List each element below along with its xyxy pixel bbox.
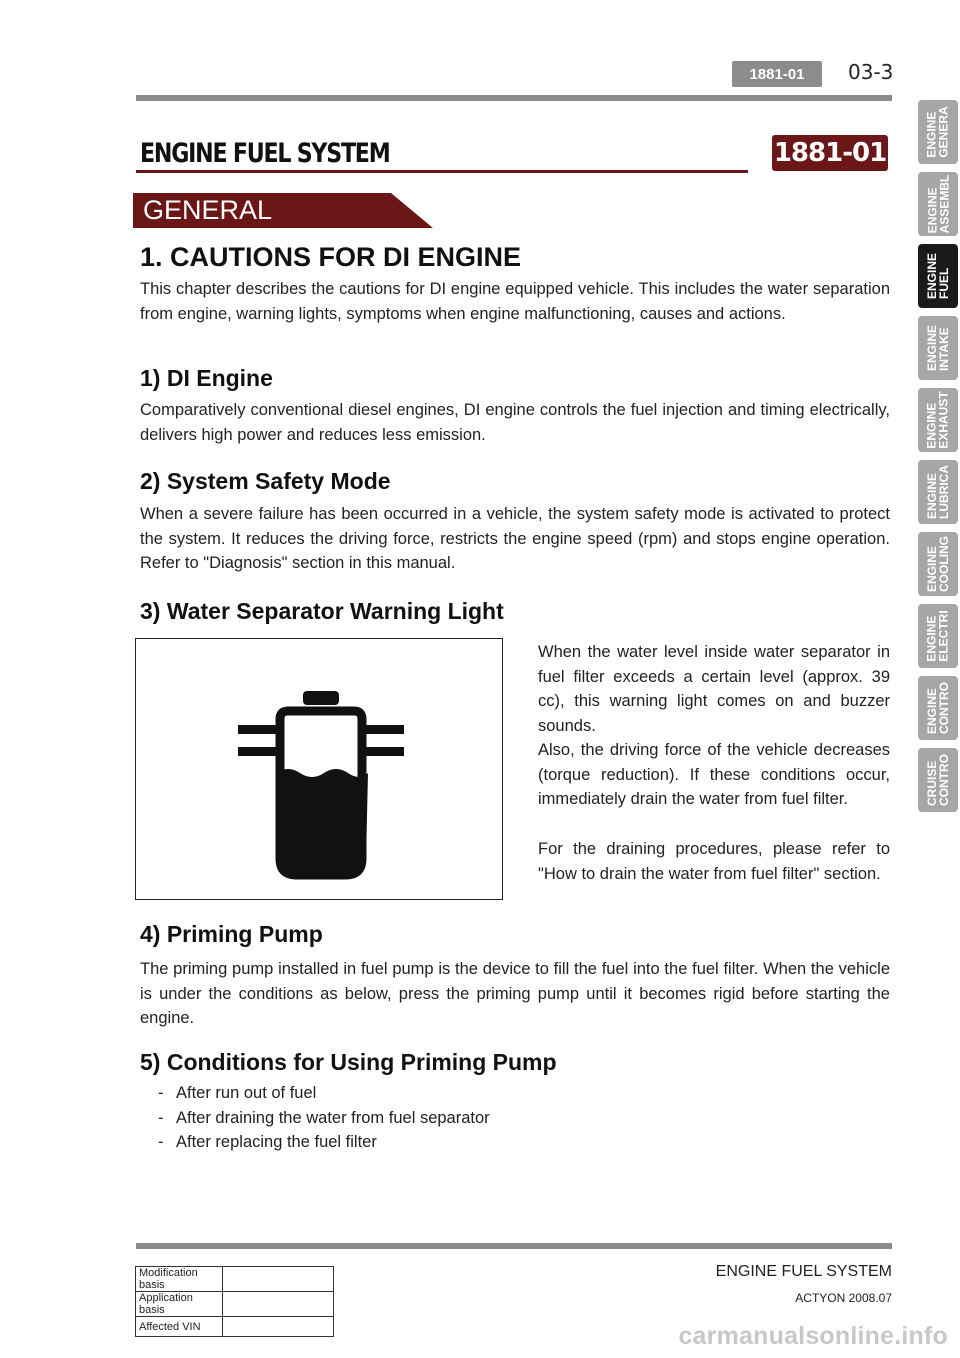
side-tab-engine-electrical[interactable] (918, 604, 958, 668)
priming-conditions-list (158, 1081, 490, 1155)
side-tab-label: ENGINE CONTRO (925, 682, 951, 734)
side-tab-label: ENGINE FUEL (925, 252, 952, 300)
side-tab-engine-fuel[interactable] (918, 244, 958, 308)
side-tab-engine-intake[interactable] (918, 316, 958, 380)
modification-table (135, 1266, 334, 1337)
table-cell-value (223, 1267, 334, 1292)
warning-light-figure (135, 638, 503, 900)
chapter-code-badge: 1881-01 (772, 135, 888, 171)
footer-divider (136, 1243, 892, 1249)
intro-paragraph: This chapter describes the cautions for DI engine equipped vehicle. This includes the water separation from engine, warning lights, symptoms when engine malfunctioning, causes and actions. (140, 280, 890, 323)
side-tab-label: ENGINE GENERA (925, 106, 951, 158)
table-cell-label: Application basis (136, 1292, 223, 1317)
list-item: - After draining the water from fuel separator (158, 1108, 490, 1127)
side-tab-engine-assembly[interactable] (918, 172, 958, 236)
side-tab-engine-cooling[interactable] (918, 532, 958, 596)
table-row (136, 1292, 334, 1317)
di-engine-paragraph: Comparatively conventional diesel engines, DI engine controls the fuel injection and timing electrically, delivers high power and reduces less emission. (140, 401, 890, 444)
list-item: - After run out of fuel (158, 1084, 317, 1102)
side-tab-engine-general[interactable] (918, 100, 958, 164)
subsection-heading-di-engine: 1) DI Engine (140, 365, 273, 391)
priming-pump-paragraph: The priming pump installed in fuel pump is the device to fill the fuel into the fuel filter. When the vehicle is under the conditions as below, press the priming pump until it becomes rigid before starting the engine. (140, 960, 890, 1028)
water-separator-warning-icon (136, 639, 501, 898)
side-tab-engine-lubrication[interactable] (918, 460, 958, 524)
side-tab-engine-control[interactable] (918, 676, 958, 740)
table-row (136, 1267, 334, 1292)
section-banner-label: GENERAL (143, 195, 273, 225)
subsection-heading-priming-pump: 4) Priming Pump (140, 921, 323, 947)
side-tab-label: ENGINE INTAKE (925, 324, 952, 372)
section-heading: 1. CAUTIONS FOR DI ENGINE (140, 242, 522, 272)
header-code-badge: 1881-01 (732, 61, 822, 87)
warning-light-paragraph-3: For the draining procedures, please refer to "How to drain the water from fuel filter" section. (538, 840, 890, 883)
side-tab-label: CRUISE CONTRO (925, 754, 951, 806)
side-tab-cruise-control[interactable] (918, 748, 958, 812)
header-divider (136, 95, 892, 101)
table-cell-value (223, 1317, 334, 1337)
side-tab-label: ENGINE EXHAUST (925, 391, 951, 449)
table-cell-label: Affected VIN (136, 1317, 223, 1337)
list-item: - After replacing the fuel filter (158, 1133, 377, 1152)
subsection-heading-safety-mode: 2) System Safety Mode (140, 468, 391, 494)
table-row (136, 1317, 334, 1337)
table-cell-value (223, 1292, 334, 1317)
title-underline (136, 170, 748, 173)
chapter-title: ENGINE FUEL SYSTEM (140, 138, 390, 169)
side-tab-label: ENGINE COOLING (925, 536, 951, 592)
side-tab-label: ENGINE ELECTRI (925, 610, 951, 662)
warning-light-paragraph-2: Also, the driving force of the vehicle decreases (torque reduction). If these conditions occur, immediately drain the water from fuel filter. (538, 741, 890, 809)
subsection-heading-priming-conditions: 5) Conditions for Using Priming Pump (140, 1049, 557, 1075)
side-tab-label: ENGINE ASSEMBL (925, 174, 952, 234)
side-tab-label: ENGINE LUBRICA (925, 465, 951, 519)
side-tab-engine-exhaust[interactable] (918, 388, 958, 452)
subsection-heading-water-separator: 3) Water Separator Warning Light (140, 598, 504, 624)
table-cell-label: Modification basis (136, 1267, 223, 1292)
footer-model-date: ACTYON 2008.07 (795, 1291, 892, 1305)
warning-light-paragraph-1: When the water level inside water separator in fuel filter exceeds a certain level (approx. 39 cc), this warning light comes on and buzzer sounds. (538, 643, 890, 736)
safety-mode-paragraph: When a severe failure has been occurred in a vehicle, the system safety mode is activated to protect the system. It reduces the driving force, restricts the engine speed (rpm) and stops engine operation. Refer to "Diagnosis" section in this manual. (140, 505, 890, 573)
site-watermark: carmanualsonline.info (678, 1322, 948, 1350)
footer-chapter-title: ENGINE FUEL SYSTEM (715, 1263, 892, 1280)
page-number: 03-3 (848, 60, 894, 84)
